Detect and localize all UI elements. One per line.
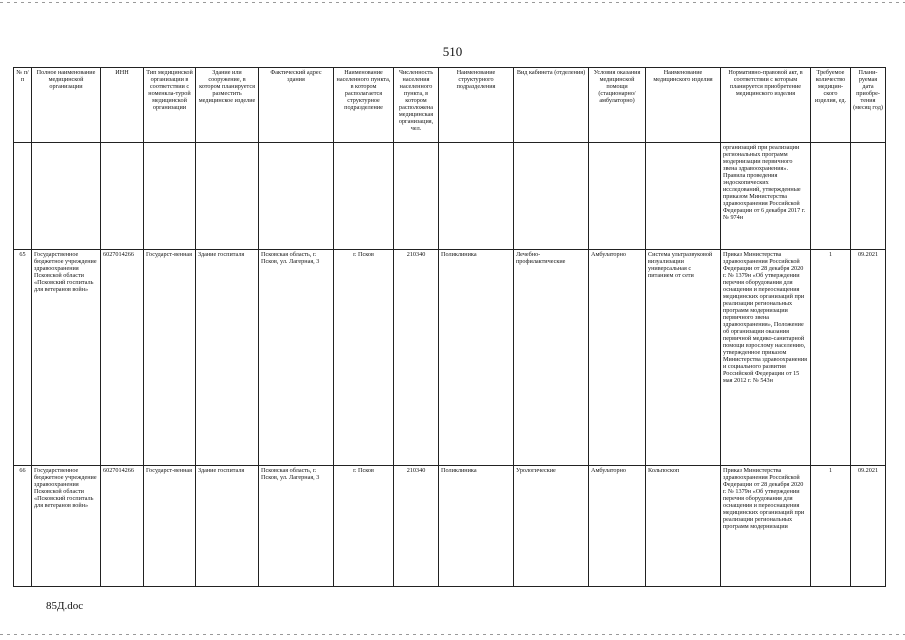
header-population: Численность населения населенного пункта, в котором расположена медицинская организация, чел. <box>394 68 439 143</box>
header-org: Полное наименование медицинской организации <box>32 68 101 143</box>
continuation-act-text: организаций при реализации региональных программ модернизации первичного звена здравоохранения». Правила проведения эндоскопических исследований, утвержденные приказом Министерства здравоохранения Российской Федерации от 6 декабря 2017 г. № 974н <box>721 143 811 250</box>
table-row-continuation <box>14 143 886 250</box>
row-settlement: г. Псков <box>334 250 394 466</box>
table-header-row <box>14 68 886 143</box>
row-building: Здание госпиталя <box>196 466 259 587</box>
header-building: Здание или сооружение, в котором планируется разместить медицинское изделие <box>196 68 259 143</box>
row-population: 210340 <box>394 250 439 466</box>
header-unit: Наименование структурного подразделения <box>439 68 514 143</box>
header-type: Тип медицинской организации в соответствии с номенкла-турой медицинской организации <box>144 68 196 143</box>
table-row <box>14 466 886 587</box>
row-address: Псковская область, г. Псков, ул. Лагерная, 3 <box>259 466 334 587</box>
header-act: Нормативно-правовой акт, в соответствии с которым планируется приобретение медицинского изделия <box>721 68 811 143</box>
row-num: 66 <box>14 466 32 587</box>
row-unit: Поликлиника <box>439 250 514 466</box>
row-type: Государст-венная <box>144 250 196 466</box>
row-qty: 1 <box>811 250 851 466</box>
header-address: Фактический адрес здания <box>259 68 334 143</box>
page-number: 510 <box>442 44 463 59</box>
row-num: 65 <box>14 250 32 466</box>
header-settlement: Наименование населенного пункта, в котором располагается структурное подразделение <box>334 68 394 143</box>
scan-edge-top <box>0 2 905 3</box>
header-num: № п/п <box>14 68 32 143</box>
row-building: Здание госпиталя <box>196 250 259 466</box>
header-inn: ИНН <box>101 68 144 143</box>
row-population: 210340 <box>394 466 439 587</box>
header-cabinet: Вид кабинета (отделения) <box>514 68 589 143</box>
row-conditions: Амбулаторно <box>589 250 646 466</box>
row-cabinet: Урологические <box>514 466 589 587</box>
row-settlement: г. Псков <box>334 466 394 587</box>
header-conditions: Условия оказания медицинской помощи (стационарно/амбулаторно) <box>589 68 646 143</box>
row-inn: 6027014266 <box>101 466 144 587</box>
row-inn: 6027014266 <box>101 250 144 466</box>
row-date: 09.2021 <box>851 466 886 587</box>
row-address: Псковская область, г. Псков, ул. Лагерная, 3 <box>259 250 334 466</box>
row-device: Система ультразвуковой визуализации универсальная с питанием от сети <box>646 250 721 466</box>
footer-filename: 85Д.doc <box>46 600 84 612</box>
equipment-table <box>13 67 886 587</box>
row-type: Государст-венная <box>144 466 196 587</box>
row-act: Приказ Министерства здравоохранения Российской Федерации от 28 декабря 2020 г. № 1379н «Об утверждении перечня оборудования для оснащения и переоснащения медицинских организаций при реализации региональных программ модернизации первичного звена здравоохранения», Положение об организации оказания первичной медико-санитарной помощи взрослому населению, утвержденное приказом Министерства здравоохранения и социального развития Российской Федерации от 15 мая 2012 г. № 543н <box>721 250 811 466</box>
row-device: Кольпоскоп <box>646 466 721 587</box>
row-org: Государственное бюджетное учреждение здравоохранения Псковской области «Псковский госпиталь для ветеранов войн» <box>32 250 101 466</box>
header-date: Плани-руемая дата приобре-тения (месяц год) <box>851 68 886 143</box>
row-cabinet: Лечебно-профилактические <box>514 250 589 466</box>
row-act: Приказ Министерства здравоохранения Российской Федерации от 28 декабря 2020 г. № 1379н «Об утверждении перечня оборудования для оснащения и переоснащения медицинских организаций при реализации региональных программ модернизации <box>721 466 811 587</box>
table-row <box>14 250 886 466</box>
row-unit: Поликлиника <box>439 466 514 587</box>
row-org: Государственное бюджетное учреждение здравоохранения Псковской области «Псковский госпиталь для ветеранов войн» <box>32 466 101 587</box>
header-device: Наименование медицинского изделия <box>646 68 721 143</box>
header-qty: Требуемое количество медицин-ского изделия, ед. <box>811 68 851 143</box>
row-conditions: Амбулаторно <box>589 466 646 587</box>
scan-edge-bottom <box>0 634 905 635</box>
row-qty: 1 <box>811 466 851 587</box>
row-date: 09.2021 <box>851 250 886 466</box>
